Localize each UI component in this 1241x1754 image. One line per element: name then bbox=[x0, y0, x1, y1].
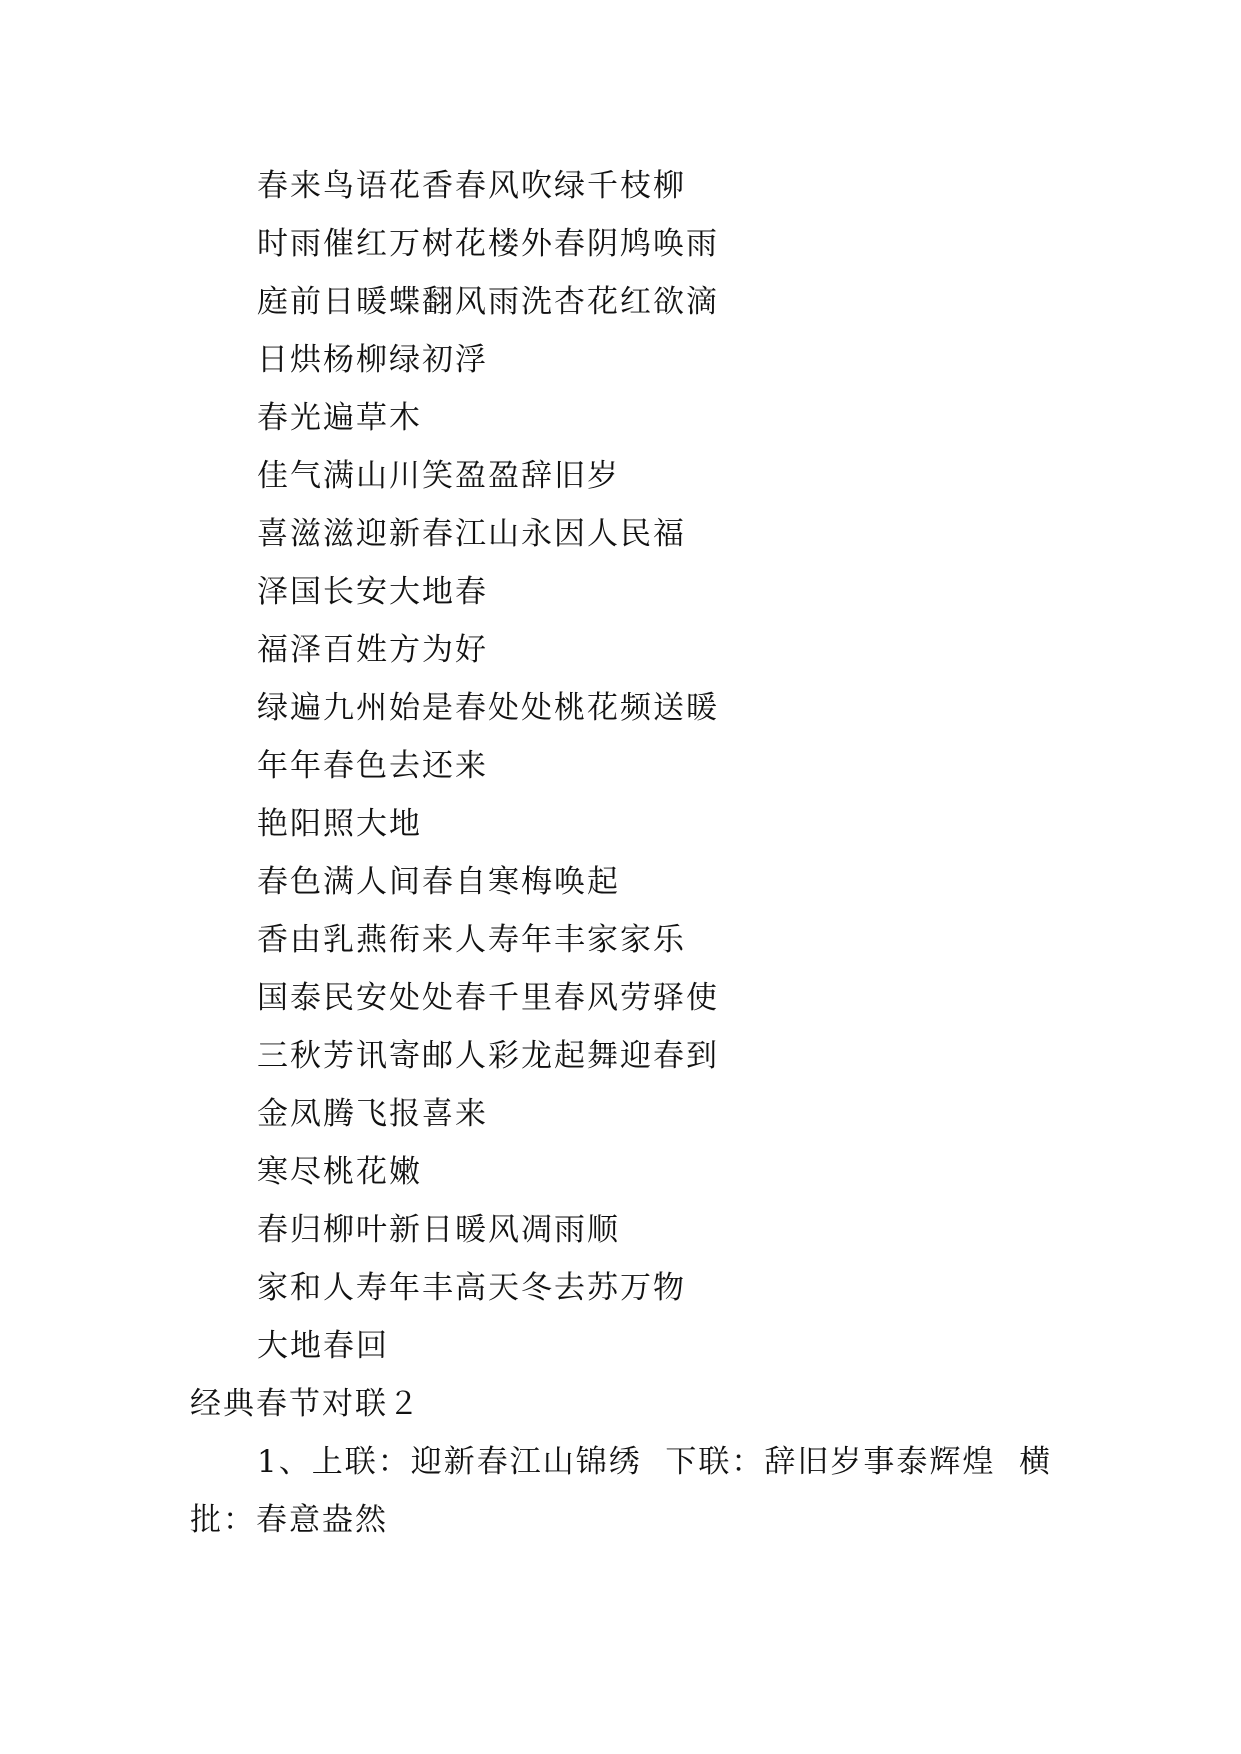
couplet-line: 绿遍九州始是春处处桃花频送暖 bbox=[257, 690, 719, 726]
couplet-line: 庭前日暖蝶翻风雨洗杏花红欲滴 bbox=[257, 284, 719, 320]
couplet-item-line: 1、上联：迎新春江山锦绣 下联：辞旧岁事泰辉煌 横 bbox=[257, 1444, 1053, 1480]
couplet-line: 艳阳照大地 bbox=[257, 806, 422, 842]
couplet-line: 春来鸟语花香春风吹绿千枝柳 bbox=[257, 168, 686, 204]
couplet-line: 三秋芳讯寄邮人彩龙起舞迎春到 bbox=[257, 1038, 719, 1074]
couplet-line: 家和人寿年丰高天冬去苏万物 bbox=[257, 1270, 686, 1306]
couplet-line: 年年春色去还来 bbox=[257, 748, 488, 784]
couplet-line: 国泰民安处处春千里春风劳驿使 bbox=[257, 980, 719, 1016]
section-heading: 经典春节对联２ bbox=[190, 1386, 421, 1422]
couplet-line: 春归柳叶新日暖风凋雨顺 bbox=[257, 1212, 620, 1248]
couplet-line: 泽国长安大地春 bbox=[257, 574, 488, 610]
couplet-item-line: 批：春意盎然 bbox=[190, 1502, 388, 1538]
couplet-line: 香由乳燕衔来人寿年丰家家乐 bbox=[257, 922, 686, 958]
couplet-line: 寒尽桃花嫩 bbox=[257, 1154, 422, 1190]
couplet-line: 福泽百姓方为好 bbox=[257, 632, 488, 668]
couplet-line: 佳气满山川笑盈盈辞旧岁 bbox=[257, 458, 620, 494]
couplet-line: 时雨催红万树花楼外春阴鸠唤雨 bbox=[257, 226, 719, 262]
couplet-line: 大地春回 bbox=[257, 1328, 389, 1364]
couplet-line: 春色满人间春自寒梅唤起 bbox=[257, 864, 620, 900]
couplet-line: 春光遍草木 bbox=[257, 400, 422, 436]
couplet-line: 喜滋滋迎新春江山永因人民福 bbox=[257, 516, 686, 552]
couplet-line: 日烘杨柳绿初浮 bbox=[257, 342, 488, 378]
couplet-line: 金凤腾飞报喜来 bbox=[257, 1096, 488, 1132]
